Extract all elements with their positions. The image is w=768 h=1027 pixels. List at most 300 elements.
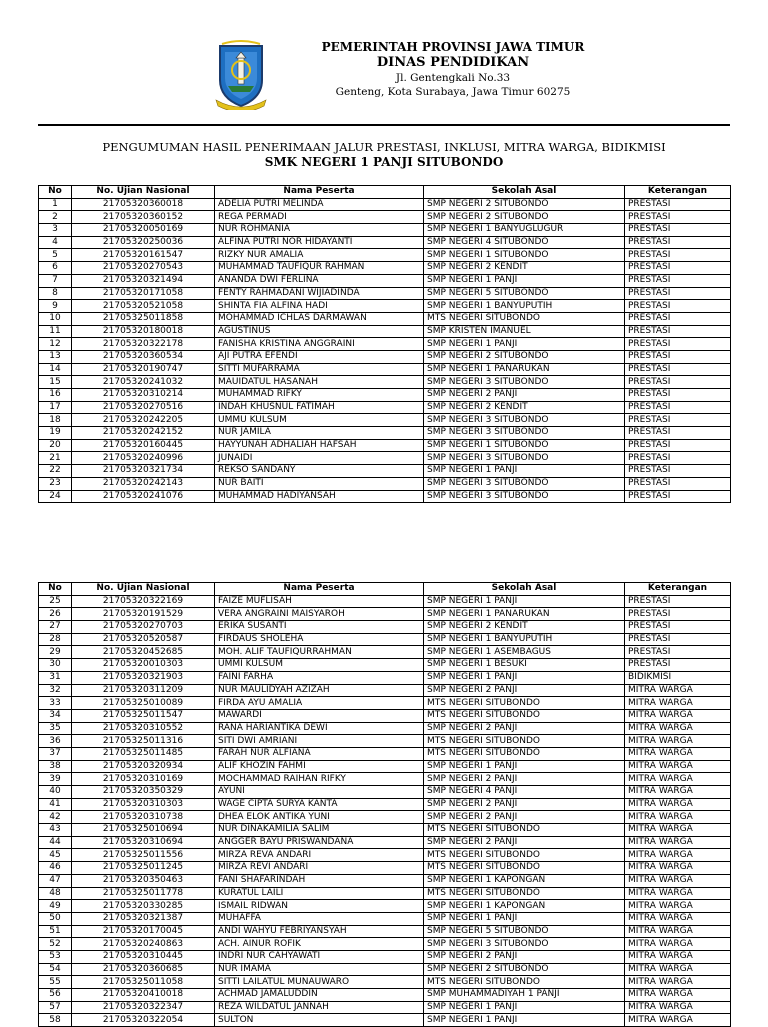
cell-origin-school: MTS NEGERI SITUBONDO: [424, 862, 625, 875]
table-row: [39, 1001, 731, 1014]
cell-participant-name: ADELIA PUTRI MELINDA: [215, 198, 424, 211]
cell-remarks: MITRA WARGA: [625, 963, 731, 976]
cell-exam-number: 21705320270516: [72, 401, 215, 414]
cell-participant-name: MIRZA REVA ANDARI: [215, 849, 424, 862]
cell-exam-number: 21705320322347: [72, 1001, 215, 1014]
cell-participant-name: INDAH KHUSNUL FATIMAH: [215, 401, 424, 414]
table-row: [39, 963, 731, 976]
cell-participant-name: NUR IMAMA: [215, 963, 424, 976]
cell-exam-number: 21705320050169: [72, 224, 215, 237]
cell-remarks: MITRA WARGA: [625, 862, 731, 875]
cell-origin-school: SMP NEGERI 2 SITUBONDO: [424, 963, 625, 976]
cell-no: 29: [39, 646, 72, 659]
table-row: [39, 786, 731, 799]
cell-origin-school: MTS NEGERI SITUBONDO: [424, 312, 625, 325]
cell-exam-number: 21705320322169: [72, 595, 215, 608]
cell-exam-number: 21705320310738: [72, 811, 215, 824]
cell-origin-school: SMP NEGERI 1 KAPONGAN: [424, 874, 625, 887]
cell-remarks: PRESTASI: [625, 224, 731, 237]
cell-no: 47: [39, 874, 72, 887]
cell-remarks: PRESTASI: [625, 363, 731, 376]
header-divider: [38, 124, 730, 126]
cell-exam-number: 21705325011485: [72, 747, 215, 760]
cell-exam-number: 21705325011058: [72, 976, 215, 989]
cell-exam-number: 21705320321494: [72, 274, 215, 287]
cell-no: 30: [39, 659, 72, 672]
table-row: [39, 389, 731, 402]
table-row: [39, 976, 731, 989]
col-header-participant-name: Nama Peserta: [215, 583, 424, 596]
cell-participant-name: FIRDAUS SHOLEHA: [215, 633, 424, 646]
cell-origin-school: SMP NEGERI 5 SITUBONDO: [424, 925, 625, 938]
cell-origin-school: SMP NEGERI 2 PANJI: [424, 684, 625, 697]
results-table-1: [38, 185, 731, 503]
cell-exam-number: 21705320350329: [72, 786, 215, 799]
table-row: [39, 363, 731, 376]
col-header-remarks: Keterangan: [625, 583, 731, 596]
table-row: [39, 938, 731, 951]
col-header-exam-number: No. Ujian Nasional: [72, 583, 215, 596]
cell-exam-number: 21705320310169: [72, 773, 215, 786]
cell-remarks: MITRA WARGA: [625, 786, 731, 799]
cell-origin-school: SMP NEGERI 1 BANYUPUTIH: [424, 633, 625, 646]
government-name: PEMERINTAH PROVINSI JAWA TIMUR: [321, 40, 585, 54]
table-row: [39, 747, 731, 760]
table-row: [39, 414, 731, 427]
table-row: [39, 621, 731, 634]
cell-exam-number: 21705320242143: [72, 477, 215, 490]
cell-no: 32: [39, 684, 72, 697]
cell-participant-name: MUHAMMAD HADIYANSAH: [215, 490, 424, 503]
cell-remarks: MITRA WARGA: [625, 747, 731, 760]
cell-participant-name: HAYYUNAH ADHALIAH HAFSAH: [215, 439, 424, 452]
cell-participant-name: UMMI KULSUM: [215, 659, 424, 672]
table-row: [39, 325, 731, 338]
col-header-origin-school: Sekolah Asal: [424, 583, 625, 596]
cell-origin-school: SMP NEGERI 5 SITUBONDO: [424, 287, 625, 300]
table-row: [39, 1014, 731, 1027]
cell-exam-number: 21705320322178: [72, 338, 215, 351]
cell-remarks: PRESTASI: [625, 646, 731, 659]
cell-no: 4: [39, 236, 72, 249]
results-table-2: [38, 582, 731, 1027]
cell-origin-school: MTS NEGERI SITUBONDO: [424, 976, 625, 989]
cell-no: 1: [39, 198, 72, 211]
cell-participant-name: NUR JAMILA: [215, 427, 424, 440]
cell-no: 50: [39, 912, 72, 925]
cell-origin-school: SMP NEGERI 3 SITUBONDO: [424, 452, 625, 465]
cell-origin-school: SMP NEGERI 1 PANJI: [424, 465, 625, 478]
department-name: DINAS PENDIDIKAN: [376, 55, 530, 70]
cell-participant-name: ACH. AINUR ROFIK: [215, 938, 424, 951]
table-row: [39, 912, 731, 925]
cell-participant-name: FAIZE MUFLISAH: [215, 595, 424, 608]
cell-remarks: MITRA WARGA: [625, 836, 731, 849]
table-row: [39, 887, 731, 900]
cell-origin-school: MTS NEGERI SITUBONDO: [424, 747, 625, 760]
cell-remarks: PRESTASI: [625, 452, 731, 465]
cell-no: 7: [39, 274, 72, 287]
address-city: Genteng, Kota Surabaya, Jawa Timur 60275: [335, 86, 571, 98]
cell-exam-number: 21705320410018: [72, 989, 215, 1002]
cell-no: 48: [39, 887, 72, 900]
cell-origin-school: MTS NEGERI SITUBONDO: [424, 849, 625, 862]
cell-no: 9: [39, 300, 72, 313]
cell-participant-name: MOCHAMMAD RAIHAN RIFKY: [215, 773, 424, 786]
cell-exam-number: 21705320270703: [72, 621, 215, 634]
cell-participant-name: MIRZA REVI ANDARI: [215, 862, 424, 875]
cell-exam-number: 21705320191529: [72, 608, 215, 621]
cell-exam-number: 21705320360152: [72, 211, 215, 224]
cell-remarks: PRESTASI: [625, 325, 731, 338]
cell-no: 46: [39, 862, 72, 875]
cell-no: 3: [39, 224, 72, 237]
cell-exam-number: 21705320321387: [72, 912, 215, 925]
cell-exam-number: 21705320320934: [72, 760, 215, 773]
cell-origin-school: SMP NEGERI 2 KENDIT: [424, 621, 625, 634]
cell-no: 15: [39, 376, 72, 389]
cell-remarks: MITRA WARGA: [625, 849, 731, 862]
table-row: [39, 376, 731, 389]
cell-origin-school: SMP NEGERI 1 PANARUKAN: [424, 363, 625, 376]
cell-exam-number: 21705320310445: [72, 950, 215, 963]
cell-participant-name: MUHAMMAD RIFKY: [215, 389, 424, 402]
cell-exam-number: 21705320242205: [72, 414, 215, 427]
table-row: [39, 338, 731, 351]
cell-no: 53: [39, 950, 72, 963]
cell-origin-school: SMP NEGERI 3 SITUBONDO: [424, 477, 625, 490]
cell-exam-number: 21705325011858: [72, 312, 215, 325]
cell-participant-name: ERIKA SUSANTI: [215, 621, 424, 634]
cell-no: 38: [39, 760, 72, 773]
table-row: [39, 773, 731, 786]
cell-origin-school: SMP NEGERI 1 PANJI: [424, 671, 625, 684]
cell-participant-name: FENTY RAHMADANI WIJIADINDA: [215, 287, 424, 300]
table-row: [39, 925, 731, 938]
table-row: [39, 760, 731, 773]
cell-remarks: PRESTASI: [625, 287, 731, 300]
cell-participant-name: ANGGER BAYU PRISWANDANA: [215, 836, 424, 849]
address-street: Jl. Gentengkali No.33: [395, 72, 511, 84]
table-row: [39, 659, 731, 672]
cell-no: 25: [39, 595, 72, 608]
cell-exam-number: 21705325011316: [72, 735, 215, 748]
cell-no: 21: [39, 452, 72, 465]
cell-exam-number: 21705320311209: [72, 684, 215, 697]
cell-exam-number: 21705320310303: [72, 798, 215, 811]
table-row: [39, 646, 731, 659]
cell-remarks: BIDIKMISI: [625, 671, 731, 684]
table-row: [39, 274, 731, 287]
cell-remarks: MITRA WARGA: [625, 824, 731, 837]
cell-origin-school: SMP MUHAMMADIYAH 1 PANJI: [424, 989, 625, 1002]
cell-no: 42: [39, 811, 72, 824]
cell-participant-name: MOHAMMAD ICHLAS DARMAWAN: [215, 312, 424, 325]
col-header-participant-name: Nama Peserta: [215, 186, 424, 199]
cell-remarks: MITRA WARGA: [625, 989, 731, 1002]
cell-exam-number: 21705325011547: [72, 709, 215, 722]
cell-remarks: MITRA WARGA: [625, 722, 731, 735]
cell-participant-name: MUHAMMAD TAUFIQUR RAHMAN: [215, 262, 424, 275]
cell-remarks: PRESTASI: [625, 439, 731, 452]
cell-exam-number: 21705325010089: [72, 697, 215, 710]
col-header-remarks: Keterangan: [625, 186, 731, 199]
cell-participant-name: WAGE CIPTA SURYA KANTA: [215, 798, 424, 811]
cell-origin-school: SMP NEGERI 2 PANJI: [424, 773, 625, 786]
cell-participant-name: ALIF KHOZIN FAHMI: [215, 760, 424, 773]
cell-exam-number: 21705325011556: [72, 849, 215, 862]
cell-origin-school: SMP NEGERI 1 BANYUGLUGUR: [424, 224, 625, 237]
cell-participant-name: MOH. ALIF TAUFIQURRAHMAN: [215, 646, 424, 659]
cell-no: 6: [39, 262, 72, 275]
cell-exam-number: 21705320250036: [72, 236, 215, 249]
cell-no: 12: [39, 338, 72, 351]
cell-exam-number: 21705320160445: [72, 439, 215, 452]
cell-origin-school: SMP NEGERI 3 SITUBONDO: [424, 427, 625, 440]
cell-exam-number: 21705320241032: [72, 376, 215, 389]
table-row: [39, 900, 731, 913]
cell-remarks: PRESTASI: [625, 338, 731, 351]
cell-participant-name: UMMU KULSUM: [215, 414, 424, 427]
cell-participant-name: VERA ANGRAINI MAISYAROH: [215, 608, 424, 621]
cell-remarks: MITRA WARGA: [625, 697, 731, 710]
table-row: [39, 849, 731, 862]
cell-exam-number: 21705320321903: [72, 671, 215, 684]
cell-participant-name: ISMAIL RIDWAN: [215, 900, 424, 913]
table-row: [39, 452, 731, 465]
cell-origin-school: SMP NEGERI 1 SITUBONDO: [424, 439, 625, 452]
col-header-origin-school: Sekolah Asal: [424, 186, 625, 199]
cell-participant-name: FARAH NUR ALFIANA: [215, 747, 424, 760]
cell-origin-school: MTS NEGERI SITUBONDO: [424, 735, 625, 748]
cell-remarks: PRESTASI: [625, 274, 731, 287]
cell-remarks: PRESTASI: [625, 312, 731, 325]
cell-no: 20: [39, 439, 72, 452]
cell-remarks: PRESTASI: [625, 249, 731, 262]
cell-remarks: PRESTASI: [625, 659, 731, 672]
cell-no: 45: [39, 849, 72, 862]
cell-no: 14: [39, 363, 72, 376]
table-row: [39, 262, 731, 275]
cell-remarks: MITRA WARGA: [625, 760, 731, 773]
cell-exam-number: 21705320360018: [72, 198, 215, 211]
cell-origin-school: SMP NEGERI 2 KENDIT: [424, 401, 625, 414]
cell-participant-name: AJI PUTRA EFENDI: [215, 350, 424, 363]
cell-participant-name: KURATUL LAILI: [215, 887, 424, 900]
cell-participant-name: REGA PERMADI: [215, 211, 424, 224]
cell-exam-number: 21705325011778: [72, 887, 215, 900]
table-row: [39, 950, 731, 963]
cell-exam-number: 21705320520587: [72, 633, 215, 646]
cell-participant-name: FANISHA KRISTINA ANGGRAINI: [215, 338, 424, 351]
cell-participant-name: MAUIDATUL HASANAH: [215, 376, 424, 389]
table-row: [39, 874, 731, 887]
cell-exam-number: 21705320350463: [72, 874, 215, 887]
cell-no: 36: [39, 735, 72, 748]
cell-remarks: PRESTASI: [625, 401, 731, 414]
cell-remarks: PRESTASI: [625, 376, 731, 389]
cell-remarks: PRESTASI: [625, 608, 731, 621]
cell-origin-school: SMP NEGERI 3 SITUBONDO: [424, 414, 625, 427]
table-row: [39, 671, 731, 684]
cell-exam-number: 21705320360685: [72, 963, 215, 976]
cell-participant-name: SITTI LAILATUL MUNAUWARO: [215, 976, 424, 989]
cell-exam-number: 21705320310214: [72, 389, 215, 402]
cell-origin-school: SMP NEGERI 1 BANYUPUTIH: [424, 300, 625, 313]
cell-origin-school: SMP NEGERI 1 PANJI: [424, 595, 625, 608]
cell-no: 31: [39, 671, 72, 684]
cell-exam-number: 21705320240863: [72, 938, 215, 951]
cell-remarks: MITRA WARGA: [625, 938, 731, 951]
cell-participant-name: MUHAFFA: [215, 912, 424, 925]
cell-remarks: PRESTASI: [625, 490, 731, 503]
cell-no: 10: [39, 312, 72, 325]
table-row: [39, 224, 731, 237]
cell-exam-number: 21705320360534: [72, 350, 215, 363]
cell-no: 54: [39, 963, 72, 976]
cell-remarks: PRESTASI: [625, 211, 731, 224]
cell-participant-name: SHINTA FIA ALFINA HADI: [215, 300, 424, 313]
table-row: [39, 427, 731, 440]
cell-remarks: MITRA WARGA: [625, 1014, 731, 1027]
cell-origin-school: SMP NEGERI 1 PANARUKAN: [424, 608, 625, 621]
cell-no: 51: [39, 925, 72, 938]
col-header-no: No: [39, 186, 72, 199]
table-row: [39, 862, 731, 875]
cell-origin-school: SMP NEGERI 2 PANJI: [424, 389, 625, 402]
cell-participant-name: JUNAIDI: [215, 452, 424, 465]
table-row: [39, 287, 731, 300]
cell-exam-number: 21705320170045: [72, 925, 215, 938]
table-row: [39, 211, 731, 224]
cell-exam-number: 21705320240996: [72, 452, 215, 465]
cell-participant-name: RANA HARIANTIKA DEWI: [215, 722, 424, 735]
cell-exam-number: 21705320161547: [72, 249, 215, 262]
cell-remarks: MITRA WARGA: [625, 925, 731, 938]
cell-remarks: PRESTASI: [625, 414, 731, 427]
cell-participant-name: NUR BAITI: [215, 477, 424, 490]
cell-remarks: MITRA WARGA: [625, 912, 731, 925]
cell-origin-school: SMP NEGERI 1 ASEMBAGUS: [424, 646, 625, 659]
cell-origin-school: MTS NEGERI SITUBONDO: [424, 824, 625, 837]
cell-no: 40: [39, 786, 72, 799]
cell-no: 57: [39, 1001, 72, 1014]
table-row: [39, 312, 731, 325]
cell-participant-name: SULTON: [215, 1014, 424, 1027]
cell-no: 52: [39, 938, 72, 951]
cell-origin-school: SMP NEGERI 4 PANJI: [424, 786, 625, 799]
table-row: [39, 401, 731, 414]
cell-remarks: PRESTASI: [625, 465, 731, 478]
table-row: [39, 735, 731, 748]
table-row: [39, 439, 731, 452]
cell-participant-name: NUR DINAKAMILIA SALIM: [215, 824, 424, 837]
cell-no: 17: [39, 401, 72, 414]
cell-participant-name: DHEA ELOK ANTIKA YUNI: [215, 811, 424, 824]
table-row: [39, 684, 731, 697]
cell-participant-name: RIZKY NUR AMALIA: [215, 249, 424, 262]
cell-remarks: MITRA WARGA: [625, 900, 731, 913]
cell-exam-number: 21705320270543: [72, 262, 215, 275]
table-row: [39, 595, 731, 608]
cell-origin-school: SMP NEGERI 1 SITUBONDO: [424, 249, 625, 262]
cell-no: 18: [39, 414, 72, 427]
cell-exam-number: 21705320190747: [72, 363, 215, 376]
cell-participant-name: NUR ROHMANIA: [215, 224, 424, 237]
cell-origin-school: SMP NEGERI 3 SITUBONDO: [424, 938, 625, 951]
cell-origin-school: MTS NEGERI SITUBONDO: [424, 887, 625, 900]
table-row: [39, 198, 731, 211]
cell-origin-school: SMP NEGERI 1 PANJI: [424, 760, 625, 773]
col-header-no: No: [39, 583, 72, 596]
cell-participant-name: REKSO SANDANY: [215, 465, 424, 478]
cell-exam-number: 21705320010303: [72, 659, 215, 672]
cell-exam-number: 21705325010694: [72, 824, 215, 837]
cell-origin-school: SMP NEGERI 2 PANJI: [424, 798, 625, 811]
cell-no: 8: [39, 287, 72, 300]
cell-no: 16: [39, 389, 72, 402]
cell-origin-school: SMP NEGERI 1 KAPONGAN: [424, 900, 625, 913]
table-row: [39, 633, 731, 646]
table-row: [39, 722, 731, 735]
table-row: [39, 989, 731, 1002]
cell-remarks: PRESTASI: [625, 621, 731, 634]
cell-no: 35: [39, 722, 72, 735]
table-row: [39, 236, 731, 249]
cell-origin-school: SMP NEGERI 1 PANJI: [424, 1014, 625, 1027]
cell-remarks: MITRA WARGA: [625, 735, 731, 748]
table-row: [39, 709, 731, 722]
cell-remarks: MITRA WARGA: [625, 950, 731, 963]
cell-no: 34: [39, 709, 72, 722]
table-row: [39, 697, 731, 710]
cell-no: 33: [39, 697, 72, 710]
cell-origin-school: SMP NEGERI 3 SITUBONDO: [424, 376, 625, 389]
cell-participant-name: ACHMAD JAMALUDDIN: [215, 989, 424, 1002]
table-header-row: [39, 583, 731, 596]
cell-origin-school: SMP NEGERI 2 PANJI: [424, 811, 625, 824]
cell-participant-name: REZA WILDATUL JANNAH: [215, 1001, 424, 1014]
cell-participant-name: MAWARDI: [215, 709, 424, 722]
cell-no: 41: [39, 798, 72, 811]
cell-remarks: PRESTASI: [625, 236, 731, 249]
cell-origin-school: SMP NEGERI 2 SITUBONDO: [424, 198, 625, 211]
table-row: [39, 811, 731, 824]
cell-remarks: MITRA WARGA: [625, 684, 731, 697]
cell-participant-name: AYUNI: [215, 786, 424, 799]
table-row: [39, 798, 731, 811]
cell-origin-school: MTS NEGERI SITUBONDO: [424, 697, 625, 710]
cell-remarks: PRESTASI: [625, 262, 731, 275]
cell-exam-number: 21705325011245: [72, 862, 215, 875]
cell-exam-number: 21705320310694: [72, 836, 215, 849]
cell-no: 2: [39, 211, 72, 224]
cell-no: 24: [39, 490, 72, 503]
cell-origin-school: SMP NEGERI 4 SITUBONDO: [424, 236, 625, 249]
cell-no: 44: [39, 836, 72, 849]
table-row: [39, 465, 731, 478]
cell-no: 39: [39, 773, 72, 786]
cell-participant-name: SITTI MUFARRAMA: [215, 363, 424, 376]
cell-exam-number: 21705320180018: [72, 325, 215, 338]
cell-remarks: PRESTASI: [625, 427, 731, 440]
cell-participant-name: ALFINA PUTRI NOR HIDAYANTI: [215, 236, 424, 249]
cell-participant-name: AGUSTINUS: [215, 325, 424, 338]
cell-origin-school: SMP NEGERI 1 PANJI: [424, 1001, 625, 1014]
cell-origin-school: SMP NEGERI 2 SITUBONDO: [424, 350, 625, 363]
cell-no: 26: [39, 608, 72, 621]
cell-exam-number: 21705320242152: [72, 427, 215, 440]
